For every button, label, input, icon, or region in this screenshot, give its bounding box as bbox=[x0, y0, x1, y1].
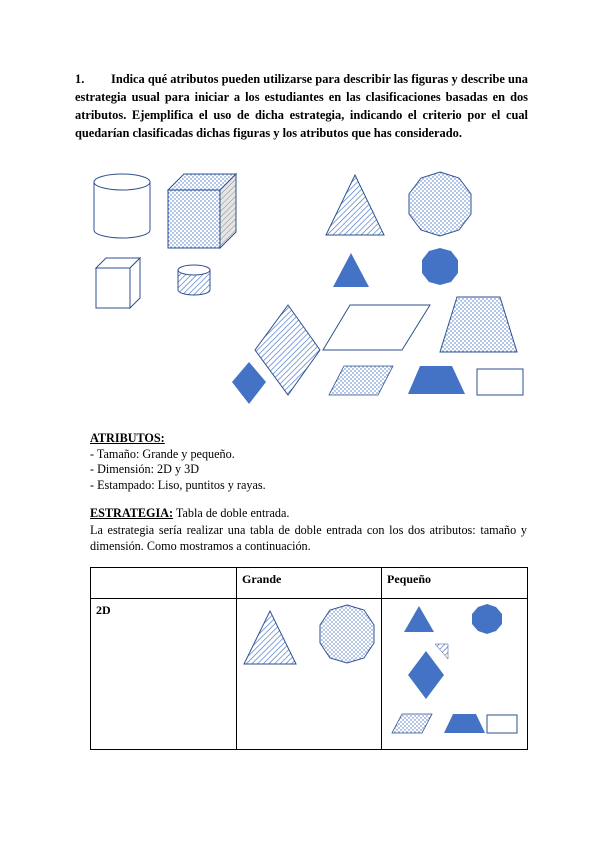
table-row-2d bbox=[91, 599, 528, 750]
large-dotted-decagon bbox=[409, 172, 471, 236]
attributes-section bbox=[90, 431, 266, 493]
cell-2d-large-shapes bbox=[237, 599, 382, 749]
small-striped-cylinder bbox=[178, 265, 210, 295]
classification-table bbox=[90, 567, 528, 750]
large-striped-triangle bbox=[244, 611, 296, 664]
large-cylinder bbox=[94, 174, 150, 238]
strategy-heading: ESTRATEGIA: bbox=[90, 506, 174, 520]
small-striped-triangle bbox=[435, 644, 448, 659]
small-blue-decagon bbox=[472, 604, 502, 634]
cell-2d-small bbox=[382, 599, 528, 750]
column-header-large: Grande bbox=[237, 568, 382, 599]
table-header-row bbox=[91, 568, 528, 599]
attributes-heading: ATRIBUTOS: bbox=[90, 431, 165, 445]
small-blue-triangle bbox=[404, 606, 434, 632]
strategy-paragraph: La estrategia sería realizar una tabla de doble entrada con los dos atributos: tamaño y dimensión. Como mostramos a continuación. bbox=[90, 523, 527, 553]
question bbox=[75, 70, 528, 142]
small-blue-rhombus bbox=[408, 651, 444, 699]
small-cube bbox=[96, 258, 140, 308]
large-dotted-decagon bbox=[320, 605, 374, 663]
column-header-small: Pequeño bbox=[382, 568, 528, 599]
question-number: 1. bbox=[75, 72, 85, 86]
question-text: Indica qué atributos pueden utilizarse para describir las figuras y describe una estrategia usual para iniciar a los estudiantes en las clasificaciones basadas en dos atributos. Ejemplifica el uso de dicha estrategia, indicando el criterio por el cual quedarían clasificadas dichas figuras y los atributos que has considerado. bbox=[75, 72, 528, 140]
small-blue-trapezoid bbox=[444, 714, 485, 733]
attribute-item-size: - Tamaño: Grande y pequeño. bbox=[90, 446, 235, 461]
large-striped-triangle bbox=[326, 175, 384, 235]
attribute-item-dimension: - Dimensión: 2D y 3D bbox=[90, 462, 200, 477]
strategy-value: Tabla de doble entrada. bbox=[173, 506, 290, 520]
large-dotted-cube bbox=[168, 174, 236, 248]
large-parallelogram bbox=[323, 305, 430, 350]
large-dotted-trapezoid bbox=[440, 297, 517, 352]
strategy-line bbox=[90, 506, 289, 522]
small-blue-triangle bbox=[333, 253, 369, 287]
small-blue-decagon bbox=[422, 248, 458, 285]
figures-illustration bbox=[0, 160, 600, 420]
small-blue-trapezoid bbox=[408, 366, 465, 394]
cell-2d-small-shapes bbox=[382, 599, 528, 749]
table-corner-cell bbox=[91, 568, 237, 599]
small-rectangle bbox=[487, 715, 517, 733]
small-dotted-parallelogram bbox=[392, 714, 432, 733]
row-header-2d: 2D bbox=[91, 599, 237, 750]
small-blue-rhombus bbox=[232, 362, 266, 404]
small-rectangle bbox=[477, 369, 523, 395]
small-dotted-parallelogram bbox=[329, 366, 393, 395]
attribute-item-pattern: - Estampado: Liso, puntitos y rayas. bbox=[90, 477, 266, 492]
cell-2d-large bbox=[237, 599, 382, 750]
